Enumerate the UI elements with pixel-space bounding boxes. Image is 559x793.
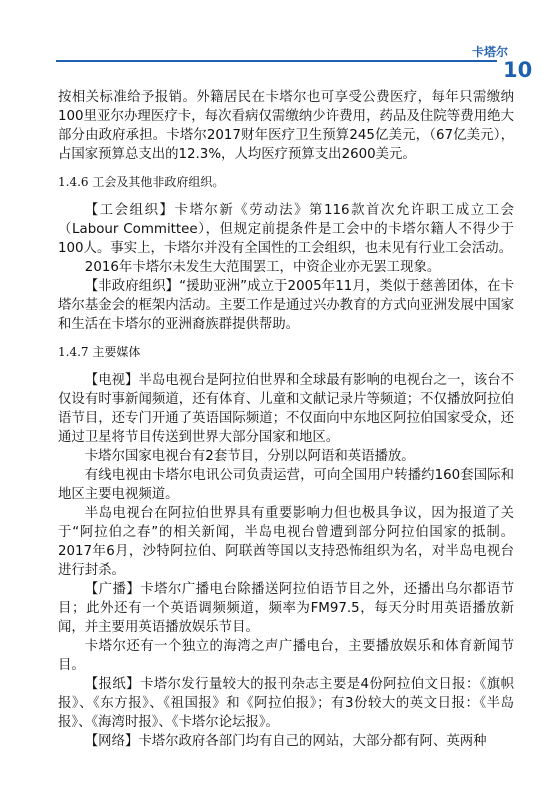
- body-paragraph: 有线电视由卡塔尔电讯公司负责运营，可向全国用户转播约160套国际和地区主要电视频道。: [58, 468, 514, 502]
- section-heading: 1.4.6 工会及其他非政府组织。: [58, 175, 225, 189]
- running-header-title: 卡塔尔: [472, 45, 509, 59]
- body-paragraph: 【报纸】卡塔尔发行量较大的报刊杂志主要是4份阿拉伯文日报：《旗帜报》、《东方报》、《祖国报》和《阿拉伯报》；有3份较大的英文日报：《半岛报》、《海湾时报》、《卡塔尔论坛报》。: [58, 677, 514, 730]
- body-paragraph: 【工会组织】卡塔尔新《劳动法》第116款首次允许职工成立工会（Labour Committee），但规定前提条件是工会中的卡塔尔籍人不得少于100人。事实上，卡塔尔并没有全国性的工会组织，也未见有行业工会活动。: [58, 203, 514, 256]
- page-number: 10: [503, 58, 533, 82]
- body-paragraph: 卡塔尔还有一个独立的海湾之声广播电台，主要播放娱乐和体育新闻节目。: [58, 639, 514, 673]
- body-paragraph: 【非政府组织】“援助亚洲”成立于2005年11月，类似于慈善团体，在卡塔尔基金会的框架内活动。主要工作是通过兴办教育的方式向亚洲发展中国家和生活在卡塔尔的亚洲裔族群提供帮助。: [58, 279, 514, 332]
- body-paragraph: 2016年卡塔尔未发生大范围罢工，中资企业亦无罢工现象。: [84, 260, 441, 275]
- body-paragraph: 半岛电视台在阿拉伯世界具有重要影响力但也极具争议，因为报道了关于“阿拉伯之春”的相关新闻，半岛电视台曾遭到部分阿拉伯国家的抵制。2017年6月，沙特阿拉伯、阿联酋等国以支持恐怖组织为名，对半岛电视台进行封杀。: [58, 506, 514, 578]
- body-paragraph: 【电视】半岛电视台是阿拉伯世界和全球最有影响的电视台之一，该台不仅设有时事新闻频道，还有体育、儿童和文献记录片等频道；不仅播放阿拉伯语节目，还专门开通了英语国际频道；不仅面向中东地区阿拉伯国家受众，还通过卫星将节目传送到世界大部分国家和地区。: [58, 373, 514, 445]
- body-paragraph: 【广播】卡塔尔广播电台除播送阿拉伯语节目之外，还播出乌尔都语节目；此外还有一个英语调频频道，频率为FM97.5，每天分时用英语播放新闻，并主要用英语播放娱乐节目。: [58, 582, 514, 635]
- header-rule: [56, 60, 497, 62]
- body-paragraph: 按相关标准给予报销。外籍居民在卡塔尔也可享受公费医疗，每年只需缴纳100里亚尔办理医疗卡，每次看病仅需缴纳少许费用，药品及住院等费用绝大部分由政府承担。卡塔尔2017财年医疗卫生预算245亿美元，（67亿美元），占国家预算总支出的12.3%，人均医疗预算支出2600美元。: [58, 90, 514, 162]
- section-heading: 1.4.7 主要媒体: [58, 345, 141, 359]
- body-paragraph: 卡塔尔国家电视台有2套节目，分别以阿语和英语播放。: [84, 449, 415, 464]
- page-body: [58, 88, 514, 751]
- body-paragraph: 【网络】卡塔尔政府各部门均有自己的网站，大部分都有阿、英两种: [84, 734, 487, 749]
